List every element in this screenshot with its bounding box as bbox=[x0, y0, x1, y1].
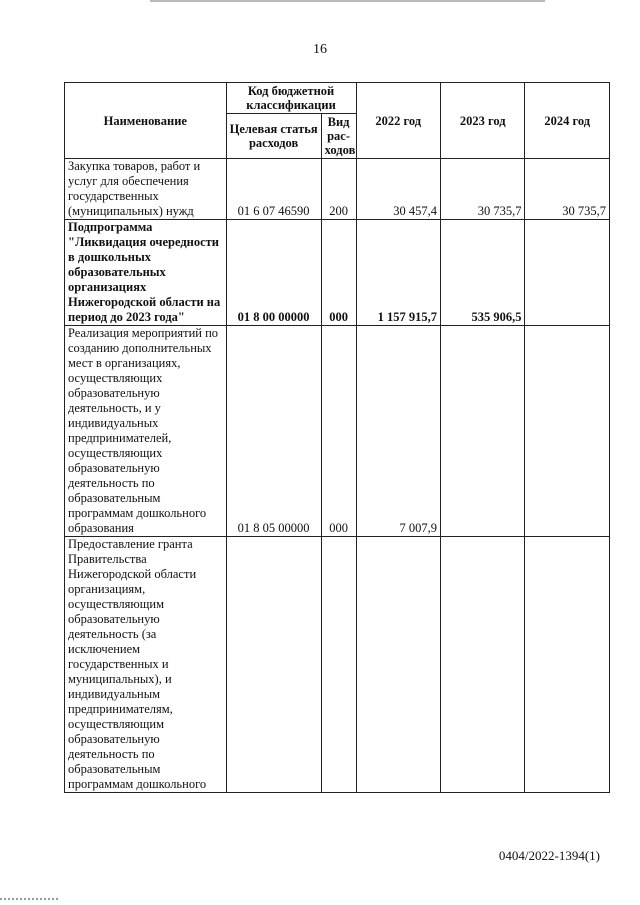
scan-bottom-mark bbox=[0, 898, 58, 903]
table-row-subprogram bbox=[65, 220, 610, 326]
header-year-2024: 2024 год bbox=[525, 83, 610, 159]
header-year-2023: 2023 год bbox=[440, 83, 524, 159]
row-expense-kind: 000 bbox=[321, 326, 356, 537]
row-expense-kind: 000 bbox=[321, 220, 356, 326]
row-value-2022 bbox=[356, 537, 440, 793]
budget-table bbox=[64, 82, 610, 793]
table-row bbox=[65, 537, 610, 793]
scan-top-edge bbox=[150, 0, 545, 2]
document-code: 0404/2022-1394(1) bbox=[498, 848, 600, 863]
table-row bbox=[65, 159, 610, 220]
header-target-article: Целевая статья расходов bbox=[226, 114, 321, 159]
row-value-2024 bbox=[525, 537, 610, 793]
row-name: Предоставление гранта Правительства Нижегородской области организациям, осуществляющим образовательную деятельность (за исключением государственных и муниципальных), и индивидуальным предпринимателям, осуществляющим образовательную деятельность по образовательным программам дошкольного bbox=[65, 537, 227, 793]
row-value-2024: 30 735,7 bbox=[525, 159, 610, 220]
header-code-group: Код бюджетной классификации bbox=[226, 83, 356, 114]
row-name: Подпрограмма "Ликвидация очередности в дошкольных образовательных организациях Нижегородской области на период до 2023 года" bbox=[65, 220, 227, 326]
row-target-article: 01 8 05 00000 bbox=[226, 326, 321, 537]
row-value-2022: 7 007,9 bbox=[356, 326, 440, 537]
row-expense-kind bbox=[321, 537, 356, 793]
row-target-article bbox=[226, 537, 321, 793]
header-expense-kind: Вид рас-ходов bbox=[321, 114, 356, 159]
row-value-2022: 30 457,4 bbox=[356, 159, 440, 220]
row-value-2022: 1 157 915,7 bbox=[356, 220, 440, 326]
header-year-2022: 2022 год bbox=[356, 83, 440, 159]
page-number: 16 bbox=[313, 42, 327, 57]
row-value-2023 bbox=[440, 326, 524, 537]
row-target-article: 01 6 07 46590 bbox=[226, 159, 321, 220]
row-expense-kind: 200 bbox=[321, 159, 356, 220]
row-name: Реализация мероприятий по созданию дополнительных мест в организациях, осуществляющих образовательную деятельность, и у индивидуальных предпринимателей, осуществляющих образовательную деятельность по образовательным программам дошкольного образования bbox=[65, 326, 227, 537]
row-value-2024 bbox=[525, 220, 610, 326]
row-value-2023: 30 735,7 bbox=[440, 159, 524, 220]
row-value-2024 bbox=[525, 326, 610, 537]
row-value-2023 bbox=[440, 537, 524, 793]
row-value-2023: 535 906,5 bbox=[440, 220, 524, 326]
header-name: Наименование bbox=[65, 83, 227, 159]
row-target-article: 01 8 00 00000 bbox=[226, 220, 321, 326]
row-name: Закупка товаров, работ и услуг для обеспечения государственных (муниципальных) нужд bbox=[65, 159, 227, 220]
table-row bbox=[65, 326, 610, 537]
